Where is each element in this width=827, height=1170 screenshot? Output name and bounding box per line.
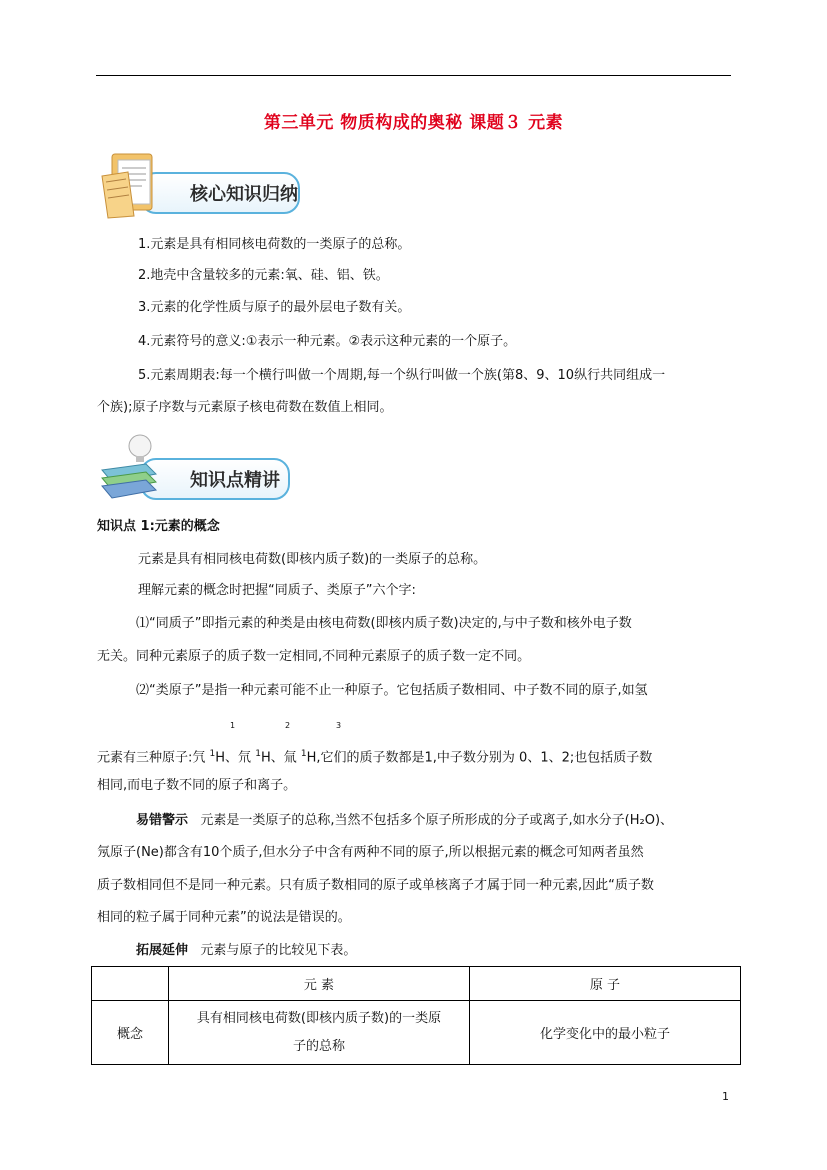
table-row	[92, 1001, 741, 1065]
deuterium-symbol: H	[260, 750, 271, 766]
header-rule	[96, 75, 731, 76]
concept-line-1: 元素是具有相同核电荷数(即核内质子数)的一类原子的总称。	[138, 552, 487, 567]
table-header-element: 元 素	[169, 967, 470, 1001]
concept-line-4: 无关。同种元素原子的质子数一定相同,不同种元素原子的质子数一定不同。	[97, 649, 531, 664]
concept-line-2: 理解元素的概念时把握“同质子、类原子”六个字:	[138, 583, 416, 598]
tritium-name: 、氚	[270, 750, 297, 766]
core-item-4: 4.元素符号的意义:①表示一种元素。②表示这种元素的一个原子。	[138, 334, 517, 349]
element-concept-line-2: 子的总称	[292, 1038, 345, 1054]
table-header-atom: 原 子	[470, 967, 741, 1001]
knowledge-points-banner	[98, 430, 298, 505]
extend-label: 拓展延伸	[136, 943, 189, 958]
isotope-suffix: ,它们的质子数都是1,中子数分别为 0、1、2;也包括质子数	[316, 750, 653, 766]
table-row-label: 概念	[92, 1001, 169, 1065]
concept-line-3: ⑴“同质子”即指元素的种类是由核电荷数(即核内质子数)决定的,与中子数和核外电子数	[136, 616, 632, 631]
core-item-1: 1.元素是具有相同核电荷数的一类原子的总称。	[138, 237, 411, 252]
atom-concept-cell: 化学变化中的最小粒子	[470, 1001, 741, 1065]
element-concept-cell	[169, 1001, 470, 1065]
page-title: 第三单元 物质构成的奥秘 课题３ 元素	[263, 113, 564, 133]
folder-icon	[98, 150, 160, 220]
core-knowledge-label: 核心知识归纳	[190, 184, 298, 205]
core-item-5-cont: 个族);原子序数与元素原子核电荷数在数值上相同。	[97, 400, 393, 415]
page-number: 1	[722, 1090, 729, 1103]
isotope-prefix: 元素有三种原子:氕	[97, 750, 206, 766]
isotope-mass-1: 1	[230, 721, 236, 730]
isotope-mass-2: 2	[285, 721, 291, 730]
core-knowledge-banner	[98, 150, 308, 220]
warning-line-3: 质子数相同但不是同一种元素。只有质子数相同的原子或单核离子才属于同一种元素,因此“质子数	[97, 878, 654, 893]
core-item-3: 3.元素的化学性质与原子的最外层电子数有关。	[138, 300, 411, 315]
books-lightbulb-icon	[98, 430, 168, 505]
isotope-number-1: 1	[209, 749, 216, 759]
concept-line-5: ⑵“类原子”是指一种元素可能不止一种原子。它包括质子数相同、中子数不同的原子,如氢	[136, 683, 648, 698]
table-header-blank	[92, 967, 169, 1001]
table-header-row	[92, 967, 741, 1001]
isotope-mass-3: 3	[336, 721, 342, 730]
knowledge-points-label: 知识点精讲	[190, 470, 280, 491]
warning-text-1: 元素是一类原子的总称,当然不包括多个原子所形成的分子或离子,如水分子(H₂O)、	[200, 813, 674, 828]
core-knowledge-tag	[140, 172, 300, 214]
warning-label: 易错警示	[136, 813, 189, 828]
concept-line-after: 相同,而电子数不同的原子和离子。	[97, 778, 297, 793]
tritium-symbol: H	[306, 750, 317, 766]
warning-line-4: 相同的粒子属于同种元素”的说法是错误的。	[97, 910, 351, 925]
comparison-table	[91, 966, 741, 1065]
section-heading: 知识点 1:元素的概念	[97, 519, 220, 534]
protium-symbol: H	[215, 750, 226, 766]
core-item-5: 5.元素周期表:每一个横行叫做一个周期,每一个纵行叫做一个族(第8、9、10纵行共同组成一	[138, 368, 666, 383]
warning-line-1	[136, 811, 673, 831]
warning-line-2: 氖原子(Ne)都含有10个质子,但水分子中含有两种不同的原子,所以根据元素的概念可知两者虽然	[97, 845, 644, 860]
isotope-line	[97, 744, 652, 768]
deuterium-name: 、氘	[225, 750, 252, 766]
core-item-2: 2.地壳中含量较多的元素:氧、硅、铝、铁。	[138, 268, 389, 283]
extend-text: 元素与原子的比较见下表。	[200, 943, 357, 958]
extend-line	[136, 941, 356, 961]
isotope-number-2: 1	[255, 749, 261, 759]
isotope-number-3: 1	[300, 749, 307, 759]
element-concept-line-1: 具有相同核电荷数(即核内质子数)的一类原	[196, 1010, 442, 1026]
